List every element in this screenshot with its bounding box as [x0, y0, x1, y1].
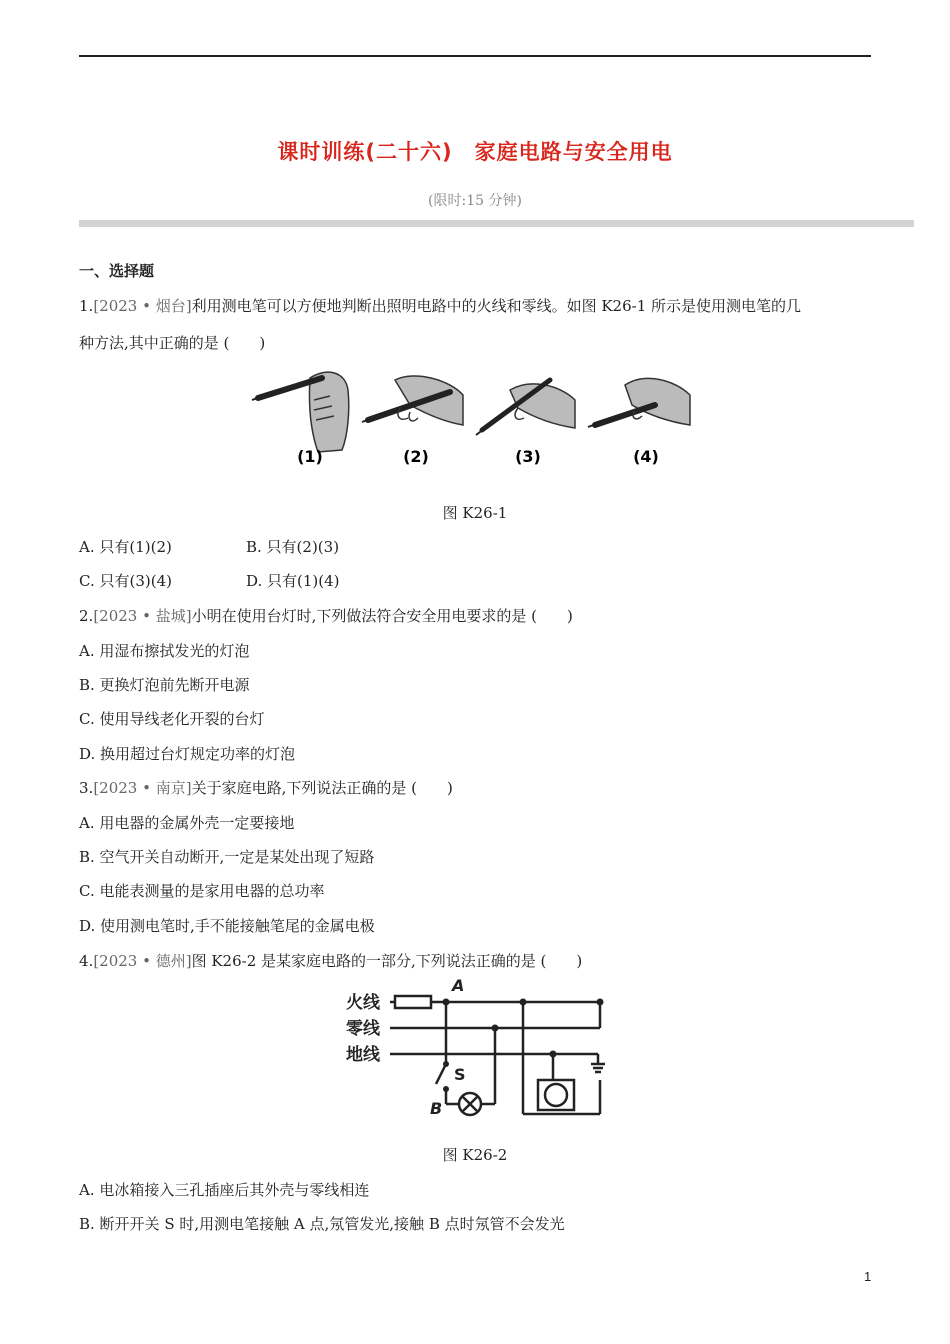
header-rule [79, 55, 871, 57]
question-text: 利用测电笔可以方便地判断出照明电路中的火线和零线。如图 K26-1 所示是使用测电笔的几 [191, 297, 802, 315]
option-c: C. 只有(3)(4) [79, 572, 172, 590]
figure-caption-1: 图 K26-1 [442, 504, 508, 522]
circuit-diagram [340, 972, 620, 1122]
hand-illustration-1 [252, 372, 349, 452]
tester-pen-figure [250, 360, 700, 470]
question-1-line2: 种方法,其中正确的是 ( ) [79, 334, 266, 352]
label-point-a: A [452, 976, 465, 995]
section-heading: 一、选择题 [79, 262, 155, 280]
question-source: [2023 • 盐城] [93, 607, 192, 625]
question-number: 1. [79, 297, 94, 315]
option-a: A. 用电器的金属外壳一定要接地 [79, 814, 295, 832]
option-a: A. 用湿布擦拭发光的灯泡 [79, 642, 250, 660]
option-a: A. 电冰箱接入三孔插座后其外壳与零线相连 [79, 1181, 370, 1199]
option-b: B. 更换灯泡前先断开电源 [79, 676, 250, 694]
figure-label-3: (3) [515, 447, 541, 466]
question-number: 4. [79, 952, 94, 970]
hand-illustration-4 [588, 378, 690, 427]
page-title: 课时训练(二十六) 家庭电路与安全用电 [277, 140, 673, 164]
question-source: [2023 • 德州] [93, 952, 192, 970]
label-point-b: B [430, 1099, 443, 1118]
option-d: D. 使用测电笔时,手不能接触笔尾的金属电极 [79, 917, 375, 935]
figure-label-4: (4) [633, 447, 659, 466]
label-earth-wire: 地线 [346, 1045, 380, 1065]
switch-s [436, 1064, 446, 1084]
question-source: [2023 • 烟台] [93, 297, 192, 315]
option-d: D. 换用超过台灯规定功率的灯泡 [79, 745, 296, 763]
option-b: B. 空气开关自动断开,一定是某处出现了短路 [79, 848, 375, 866]
question-2 [79, 605, 573, 626]
question-number: 3. [79, 779, 94, 797]
label-switch-s: S [454, 1065, 466, 1084]
option-d: D. 只有(1)(4) [246, 572, 340, 590]
figure-label-2: (2) [403, 447, 429, 466]
label-neutral-wire: 零线 [346, 1019, 380, 1039]
option-c: C. 使用导线老化开裂的台灯 [79, 710, 265, 728]
title-divider [79, 220, 914, 227]
question-text: 小明在使用台灯时,下列做法符合安全用电要求的是 ( ) [191, 607, 573, 625]
question-1 [79, 295, 801, 316]
question-number: 2. [79, 607, 94, 625]
option-c: C. 电能表测量的是家用电器的总功率 [79, 882, 325, 900]
option-b: B. 只有(2)(3) [246, 538, 340, 556]
page-number: 1 [864, 1269, 872, 1284]
fuse [395, 996, 431, 1008]
figure-caption-2: 图 K26-2 [442, 1146, 508, 1164]
hand-illustration-3 [476, 380, 575, 435]
option-a: A. 只有(1)(2) [79, 538, 172, 556]
hand-illustration-2 [362, 376, 463, 425]
question-source: [2023 • 南京] [93, 779, 192, 797]
question-3 [79, 777, 453, 798]
question-text: 关于家庭电路,下列说法正确的是 ( ) [191, 779, 453, 797]
question-text: 图 K26-2 是某家庭电路的一部分,下列说法正确的是 ( ) [191, 952, 583, 970]
question-4 [79, 950, 582, 971]
figure-label-1: (1) [297, 447, 323, 466]
label-live-wire: 火线 [346, 993, 380, 1013]
time-limit: (限时:15 分钟) [428, 193, 522, 209]
option-b: B. 断开开关 S 时,用测电笔接触 A 点,氖管发光,接触 B 点时氖管不会发光 [79, 1215, 565, 1233]
